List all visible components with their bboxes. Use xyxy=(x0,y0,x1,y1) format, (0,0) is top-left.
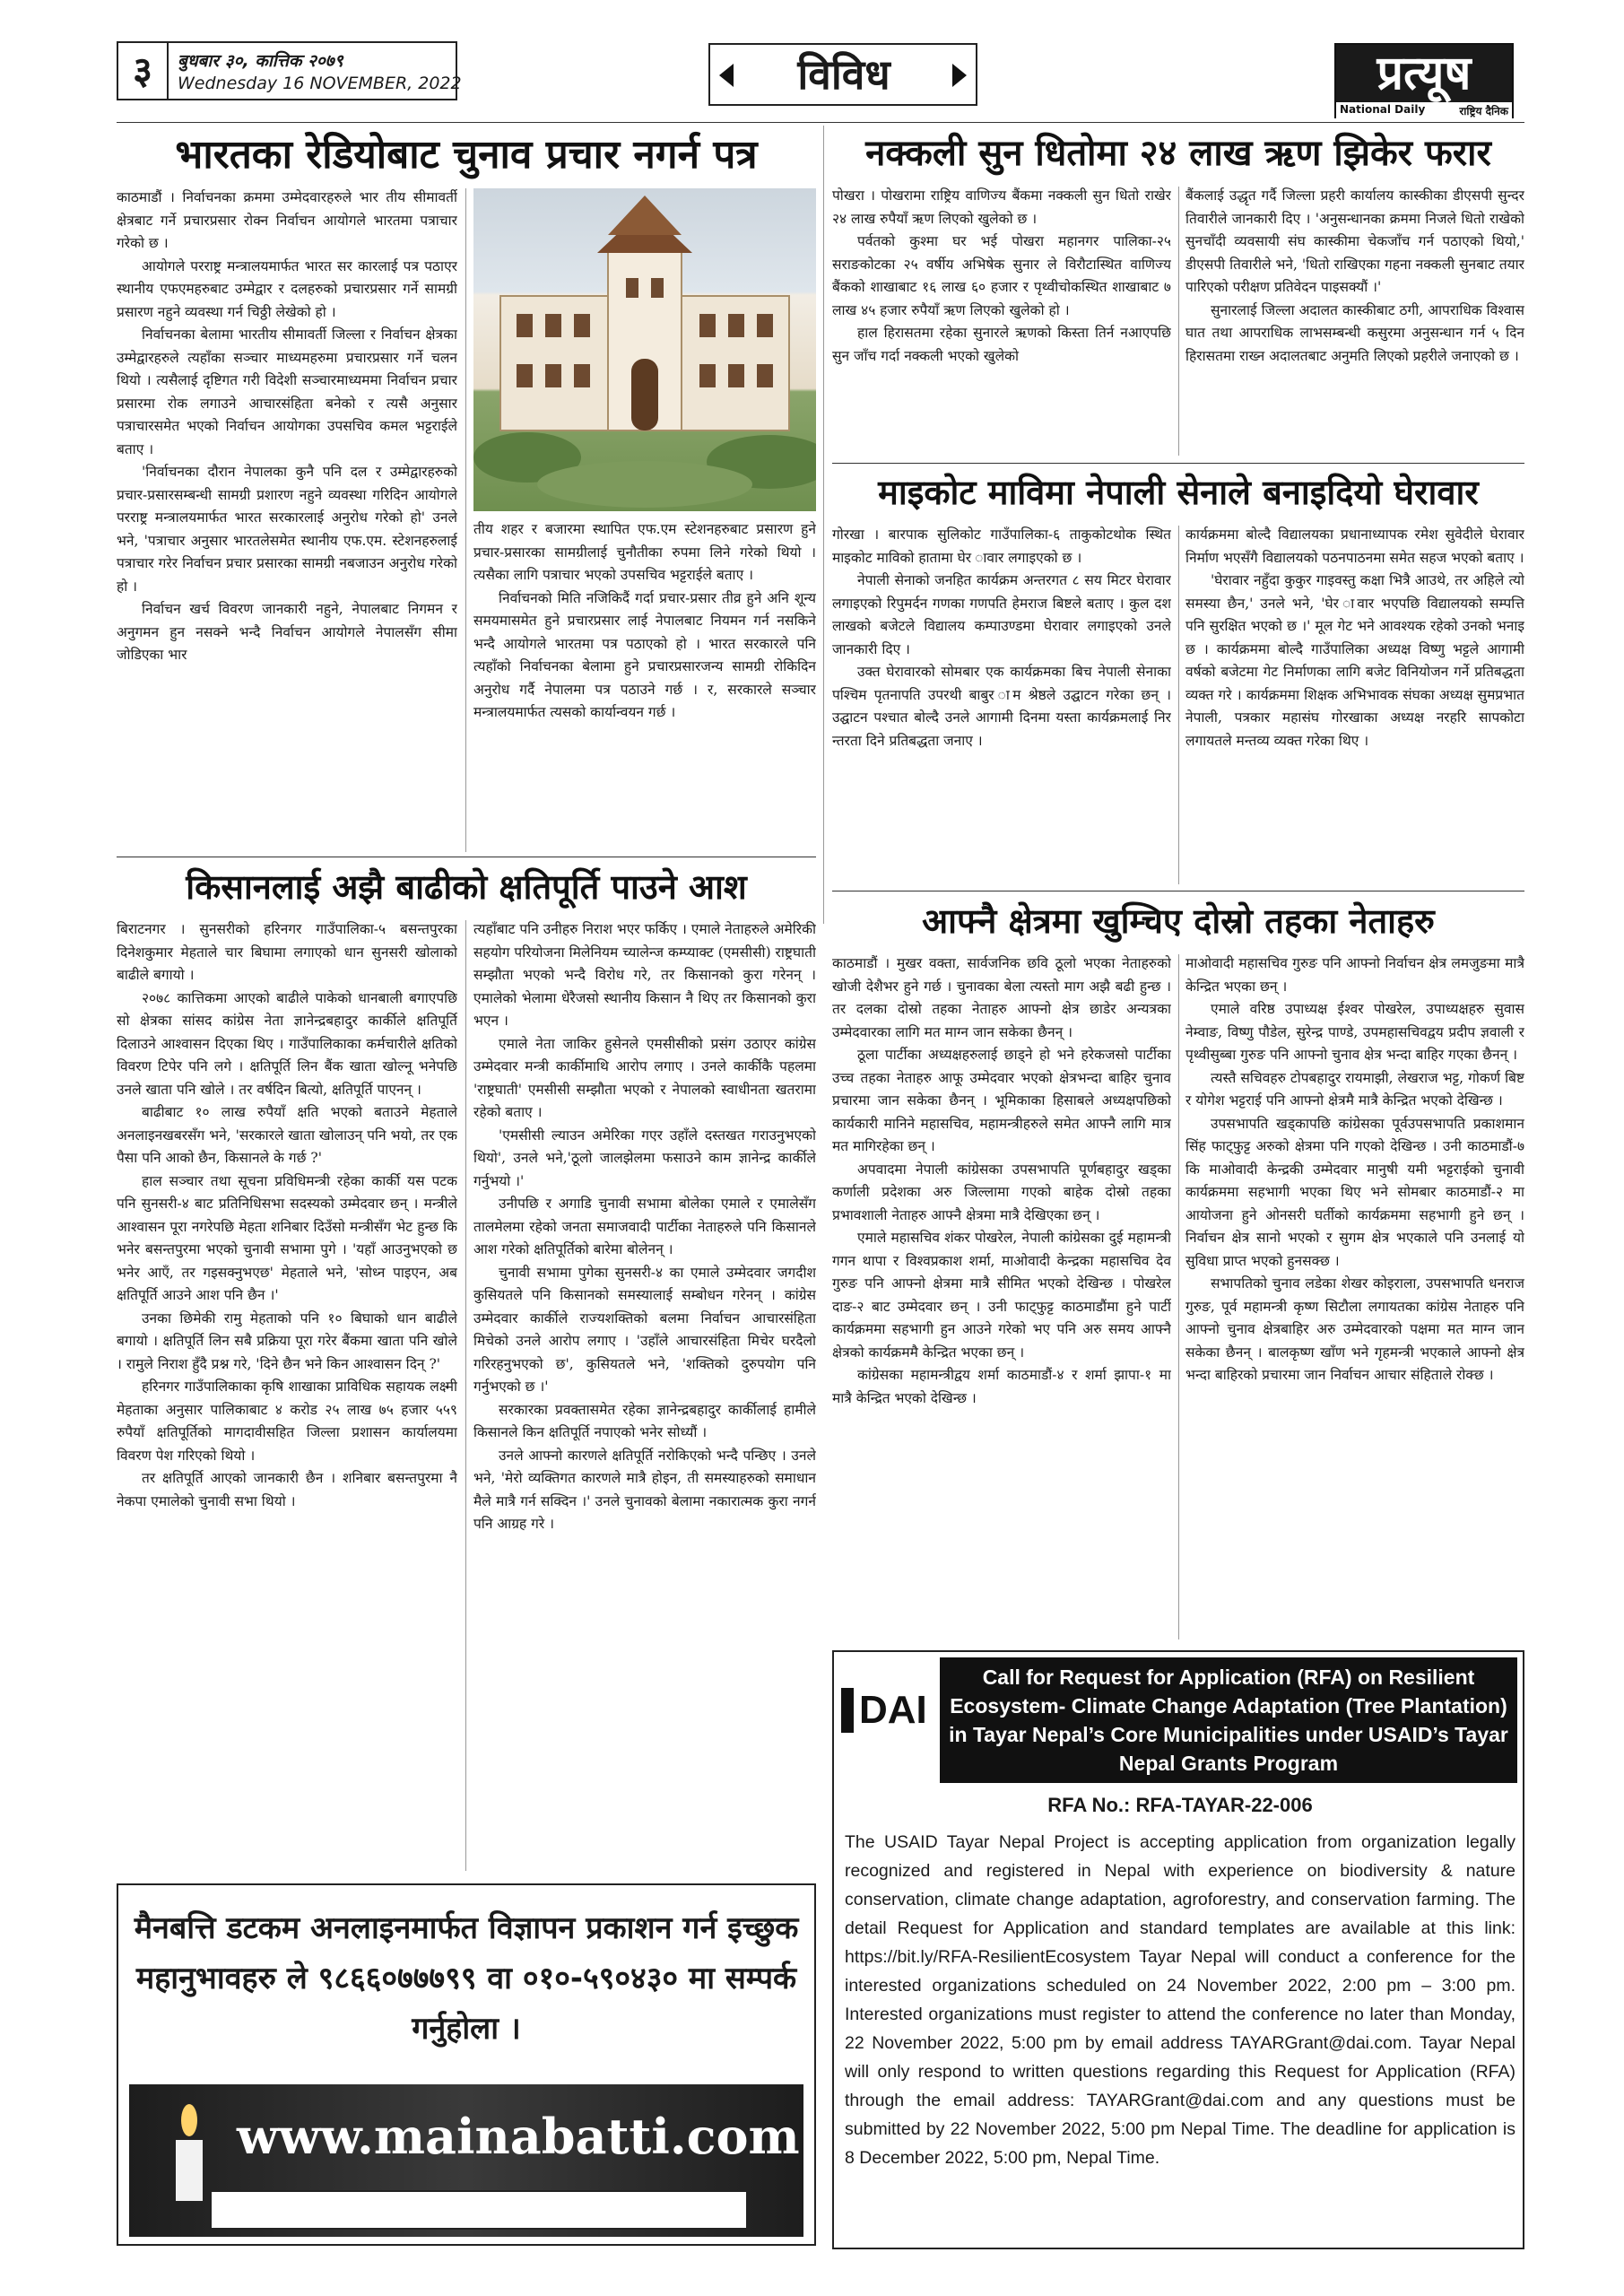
paragraph: 'निर्वाचनका दौरान नेपालका कुनै पनि दल र उम्मेद्वारहरुको प्रचार-प्रसारसम्बन्धी सामग्री प्रशारण नहुने व्यवस्था गरिदिन आयोगले परराष्ट्र मन्त्रालयमार्फत भारत सरकारलाई अनुरोध गरेको हो' उनले भने, 'पत्राचार अनुसार भारतलेसमेत स्थानीय एफ.एम. स्टेशनहरुलाई पत्राचार गरेर निर्वाचन प्रचार प्रसारका सामग्री नबजाउन अनुरोध गरेको हो । xyxy=(117,464,457,595)
paragraph: उनीपछि र अगाडि चुनावी सभामा बोलेका एमाले र एमालेसँग तालमेलमा रहेको जनता समाजवादी पार्टीका नेताहरुले पनि किसानले आश गरेको क्षतिपूर्तिको बारेमा बोलेनन् । xyxy=(473,1196,816,1257)
header-rule xyxy=(117,122,1524,123)
section-banner xyxy=(708,43,977,106)
date-box xyxy=(117,41,462,100)
paragraph: सभापतिको चुनाव लडेका शेखर कोइराला, उपसभापति धनराज गुरुङ, पूर्व महामन्त्री कृष्ण सिटौला लगायतका कांग्रेस नेताहरु पनि आफ्नो चुनाव क्षेत्रबाहिर अरु उम्मेदवारको पक्षमा मत माग्न जान सकेका छैनन् । बालकृष्ण खाँण भने गृहमन्त्री भएकाले आफ्नो क्षेत्र भन्दा बाहिरको प्रचारमा जान निर्वाचन आचार संहिताले रोक्छ । xyxy=(1185,1275,1524,1383)
paragraph: कांग्रेसका महामन्त्रीद्वय शर्मा काठमाडौं-४ र शर्मा झापा-१ मा मात्रै केन्द्रित भएको देखिन्छ । xyxy=(832,1367,1171,1406)
paragraph: आयोगले परराष्ट्र मन्त्रालयमार्फत भारत सर कारलाई पत्र पठाएर स्थानीय एफएमहरुबाट उम्मेद्वार र दलहरुको प्रचारप्रसार गर्ने सामग्री प्रसारण नहुने व्यवस्था गर्न चिठ्ठी लेखेको हो । xyxy=(117,257,457,320)
column-divider xyxy=(465,188,466,852)
paragraph: एमाले महासचिव शंकर पोखरेल, नेपाली कांग्रेसका दुई महामन्त्री गगन थापा र विश्वप्रकाश शर्मा, माओवादी केन्द्रका महासचिव देव गुरुङ पनि आफ्नो क्षेत्रमा मात्रै सीमित भएको देखिन्छ । पोखरेल दाङ-२ बाट उम्मेदवार छन् । उनी फाट्फुट्ट काठमाडौंमा हुने पार्टी कार्यक्रममा सहभागी हुन आउने गरेको भए पनि अरु समय आफ्नै क्षेत्रको कार्यक्रममै केन्द्रित भएका छन् । xyxy=(832,1230,1171,1361)
column-divider xyxy=(465,920,466,1871)
radio-col2 xyxy=(473,518,816,852)
mainabatti-url[interactable]: www.mainabatti.com xyxy=(237,2108,800,2165)
paragraph: बाढीबाट १० लाख रुपैयाँ क्षति भएको बताउने मेहताले अनलाइनखबरसँग भने, 'सरकारले खाता खोलाउन् पनि भयो, तर एक पैसा पनि आको छैन, किसानले के गर्छ ?' xyxy=(117,1104,457,1166)
mainabatti-tagline: सत्य, तथ्य र निष्पक्ष समाचार हाम्रो प्रतिबद्धता xyxy=(210,2190,748,2230)
paragraph: हाल हिरासतमा रहेका सुनारले ऋणको किस्ता तिर्न नआएपछि सुन जाँच गर्दा नक्कली भएको खुलेको xyxy=(832,325,1171,364)
paragraph: कार्यक्रममा बोल्दै विद्यालयका प्रधानाध्यापक रमेश सुवेदीले घेरावार निर्माण भएसँगै विद्यालयको पठनपाठनमा समेत सहज भएको बताए । xyxy=(1185,526,1524,566)
paragraph: त्यहाँबाट पनि उनीहरु निराश भएर फर्किए । एमाले नेताहरुले अमेरिकी सहयोग परियोजना मिलेनियम च्यालेन्ज कम्प्याक्ट (एमसीसी) राष्ट्रघाती सम्झौता भएको भन्दै विरोध गरे, तर किसानको कुरा गरेनन् । एमालेको भेलामा धेरैजसो स्थानीय किसान नै थिए तर किसानको कुरा भएन । xyxy=(473,921,816,1029)
headline-leaders: आफ्नै क्षेत्रमा खुम्चिए दोस्रो तहका नेताहरु xyxy=(922,900,1435,941)
headline-army: माइकोट माविमा नेपाली सेनाले बनाइदियो घेरावार xyxy=(878,472,1479,512)
leaders-col2 xyxy=(1185,952,1524,1643)
logo-tag-right: राष्ट्रिय दैनिक xyxy=(1459,105,1508,117)
paragraph: निर्वाचन खर्च विवरण जानकारी नहुने, नेपालबाट निगमन र अनुगमन हुन नसक्ने भन्दै निर्वाचन आयोगले नेपालसँग सीमा जोडिएका भार xyxy=(117,601,457,663)
logo-tag-left: National Daily xyxy=(1340,103,1426,116)
headline-radio: भारतका रेडियोबाट चुनाव प्रचार नगर्न पत्र xyxy=(175,132,758,178)
paragraph: पर्वतको कुश्मा घर भई पोखरा महानगर पालिका-२५ सराङकोटका २५ वर्षीय अभिषेक सुनार ले विरौटास्थित वाणिज्य बैंकको शाखाबाट १६ लाख ६० हजार र पृथ्वीचोकस्थित शाखाबाट ७ लाख ४५ हजार रुपैयाँ ऋण लिएको खुलेको हो । xyxy=(832,233,1171,318)
paragraph: बिराटनगर । सुनसरीको हरिनगर गाउँपालिका-५ बसन्तपुरका दिनेशकुमार मेहताले चार बिघामा लगाएको धान सुनसरी खोलाको बाढीले बगायो । xyxy=(117,921,457,983)
logo-tags xyxy=(1336,102,1512,119)
gold-col2 xyxy=(1185,185,1524,459)
paragraph: चुनावी सभामा पुगेका सुनसरी-४ का एमाले उम्मेदवार जगदीश कुसियतले पनि किसानको समस्यालाई सम्बोधन गरेनन् । कांग्रेस उम्मेदवार कार्कीले राज्यशक्तिको बलमा निर्वाचन आचारसंहिता मिचेको उनले आरोप लगाए । 'उहाँले आचारसंहिता मिचेर घरदैलो गरिरहनुभएको छ', कुसियतले भने, 'शक्तिको दुरुपयोग पनि गर्नुभएको छ ।' xyxy=(473,1264,816,1395)
page-number: ३ xyxy=(118,43,169,99)
paragraph: काठमाडौं । मुखर वक्ता, सार्वजनिक छवि ठूलो भएका नेताहरुको खोजी देशैभर हुने गर्छ । चुनावका बेला त्यस्तो माग अझै बढी हुन्छ । तर दलका दोस्रो तहका नेताहरु आफ्नो क्षेत्र छाडेर अन्यत्रका उम्मेदवारका लागि मत माग्न जान सकेका छैनन् । xyxy=(832,955,1171,1040)
newspaper-logo xyxy=(1334,43,1514,118)
column-divider xyxy=(1178,954,1179,1639)
headline-gold: नक्कली सुन धितोमा २४ लाख ऋण झिकेर फरार xyxy=(865,132,1491,174)
gold-col1 xyxy=(832,185,1171,459)
paragraph: ठूला पार्टीका अध्यक्षहरुलाई छाड्ने हो भने हरेकजसो पार्टीका उच्च तहका नेताहरु आफू उम्मेदवार भएको क्षेत्रभन्दा बाहिर चुनाव प्रचारमा जान सकेका छैनन् । भूमिकाका हिसाबले अध्यक्षपछिको कार्यकारी मानिने महासचिव, महामन्त्रीहरुले समेत आफ्नै लागि मात्र मत मागिरहेका छन् । xyxy=(832,1047,1171,1154)
paragraph: तर क्षतिपूर्ति आएको जानकारी छैन । शनिबार बसन्तपुरमा नै नेकपा एमालेको चुनावी सभा थियो । xyxy=(117,1470,457,1509)
dai-logo: DAI xyxy=(841,1688,940,1733)
paragraph: त्यस्तै सचिवहरु टोपबहादुर रायमाझी, लेखराज भट्ट, गोकर्ण बिष्ट र योगेश भट्टराई पनि आफ्नो क्षेत्रमै मात्रै केन्द्रित भएको देखिन्छ । xyxy=(1185,1069,1524,1109)
paragraph: सरकारका प्रवक्तासमेत रहेका ज्ञानेन्द्रबहादुर कार्कीलाई हामीले किसानले किन क्षतिपूर्ति नपाएको भनेर सोध्यौं । xyxy=(473,1401,816,1440)
paragraph: २०७८ कात्तिकमा आएको बाढीले पाकेको धानबाली बगाएपछि सो क्षेत्रका सांसद कांग्रेस नेता ज्ञानेन्द्रबहादुर कार्कीले क्षतिपूर्ति दिलाउने आश्वासन दिएका थिए । गाउँपालिकाका कर्मचारीले क्षतिको विवरण टिपेर पनि लगे । क्षतिपूर्ति लिन बैंक खाता खोल्नू भनेपछि उनले खाता पनि खोले । तर वर्षदिन बित्यो, क्षतिपूर्ति पाएनन् । xyxy=(117,989,457,1098)
paragraph: नेपाली सेनाको जनहित कार्यक्रम अन्तरगत ८ सय मिटर घेरावार लगाइएको रिपुमर्दन गणका गणपति हेमराज बिष्टले बताए । कुल दश लाखको बजेटले विद्यालय कम्पाउण्डमा घेरावार लगाइएको उनले जानकारी दिए । xyxy=(832,572,1171,657)
date-nepali: बुधबार ३०, कात्तिक २०७९ xyxy=(178,51,343,71)
paragraph: अपवादमा नेपाली कांग्रेसका उपसभापति पूर्णबहादुर खड्का कर्णाली प्रदेशका अरु जिल्लामा गएको बाहेक दोस्रो तहका प्रभावशाली नेताहरु आफ्नै क्षेत्रमा मात्रै देखिएका छन् । xyxy=(832,1161,1171,1223)
radio-col1 xyxy=(117,187,457,852)
paragraph: माओवादी महासचिव गुरुङ पनि आफ्नो निर्वाचन क्षेत्र लमजुङमा मात्रै केन्द्रित भएका छन् । xyxy=(1185,955,1524,995)
paragraph: उक्त घेरावारको सोमबार एक कार्यक्रमका बिच नेपाली सेनाका पश्चिम पृतनापति उपरथी बाबुर ाम श्रेष्ठले उद्घाटन गरेका छन् । उद्घाटन पश्चात बोल्दै उनले आगामी दिनमा यस्ता कार्यक्रमलाई निर न्तरता दिने प्रतिबद्धता जनाए । xyxy=(832,664,1171,749)
paragraph: काठमाडौं । निर्वाचनका क्रममा उम्मेदवारहरुले भार तीय सीमावर्ती क्षेत्रबाट गर्ने प्रचारप्रसार रोक्न निर्वाचन आयोगले भारतमा पत्राचार गरेको छ । xyxy=(117,189,457,251)
arrow-right-icon xyxy=(952,64,967,87)
date-english: Wednesday 16 NOVEMBER, 2022 xyxy=(178,74,462,93)
paragraph: बैंकलाई उद्धृत गर्दै जिल्ला प्रहरी कार्यालय कास्कीका डीएसपी सुन्दर तिवारीले जानकारी दिए । 'अनुसन्धानका क्रममा निजले धितो राखेको सुनचाँदी व्यवसायी संघ कास्कीमा चेकजाँच गर्न पठाएको थियो,' डीएसपी तिवारीले भने, 'धितो राखिएका गहना नक्कली सुनबाट तयार पारिएको परीक्षण प्रतिवेदन पाइसक्यौं ।' xyxy=(1185,187,1524,295)
headline-farmer: किसानलाई अझै बाढीको क्षतिपूर्ति पाउने आश xyxy=(186,866,747,907)
election-commission-photo xyxy=(473,188,816,511)
paragraph: उनले आफ्नो कारणले क्षतिपूर्ति नरोकिएको भन्दै पन्छिए । उनले भने, 'मेरो व्यक्तिगत कारणले मात्रै होइन, ती समस्याहरुको समाधान मैले मात्रै गर्न सक्दिन ।' उनले चुनावको बेलामा नकारात्मक कुरा नगर्न पनि आग्रह गरे । xyxy=(473,1447,816,1532)
paragraph: गोरखा । बारपाक सुलिकोट गाउँपालिका-६ ताकुकोटथोक स्थित माइकोट माविको हातामा घेर ावार लगाइएको छ । xyxy=(832,526,1171,566)
rfa-ad xyxy=(832,1650,1524,2249)
paragraph: 'एमसीसी ल्याउन अमेरिका गएर उहाँले दस्तखत गराउनुभएको थियो', उनले भने,'ठूलो जालझेलमा फसाउने काम ज्ञानेन्द्र कार्कीले गर्नुभयो ।' xyxy=(473,1126,816,1189)
mainabatti-ad xyxy=(117,1883,816,2246)
leaders-col1 xyxy=(832,952,1171,1643)
paragraph: निर्वाचनको मिति नजिकिदैं गर्दा प्रचार-प्रसार तीव्र हुने अनि शून्य समयमासमेत हुने प्रचारप्रसार लाई नेपालबाट नियमन गर्न नसकिने भन्दै आयोगले भारतमा पत्र पठाएको हो । भारत सरकारले पनि त्यहाँको निर्वाचनका बेलामा हुने प्रचारप्रसारजन्य सामग्री रोकिदिन अनुरोध गर्दै नेपालमा पत्र पठाउने गर्छ । र, सरकारले सञ्चार मन्त्रालयमार्फत त्यसको कार्यान्वयन गर्छ । xyxy=(473,589,816,720)
paragraph: सुनारलाई जिल्ला अदालत कास्कीबाट ठगी, आपराधिक विश्वास घात तथा आपराधिक लाभसम्बन्धी कसुरमा अनुसन्धान गर्न ५ दिन हिरासतमा राख्न अदालतबाट अनुमति लिएको प्रहरीले जनाएको छ । xyxy=(1185,301,1524,364)
army-col2 xyxy=(1185,524,1524,888)
page-divider xyxy=(823,126,824,924)
paragraph: एमाले वरिष्ठ उपाध्यक्ष ईश्वर पोखरेल, उपाध्यक्षहरु सुवास नेम्वाङ, विष्णु पौडेल, सुरेन्द्र पाण्डे, उपमहासचिवद्वय प्रदीप ज्ञवाली र पृथ्वीसुब्बा गुरुङ पनि आफ्नो चुनाव क्षेत्र भन्दा बाहिर गएका छैनन् । xyxy=(1185,1001,1524,1063)
paragraph: उपसभापति खड्कापछि कांग्रेसका पूर्वउपसभापति प्रकाशमान सिंह फाट्फुट्ट अरुको क्षेत्रमा पनि गएको देखिन्छ । उनी काठमाडौं-७ कि माओवादी केन्द्रकी उम्मेदवार मानुषी यमी भट्टराईको चुनावी कार्यक्रममा सहभागी भएका थिए भने सोमबार काठमाडौं-२ मा आयोजना हुने ओनसरी घर्तीको कार्यक्रममा सहभागी हुने छन् । निर्वाचन क्षेत्र सानो भएको र सुगम क्षेत्र भएकाले पनि उनलाई यो सुविधा प्राप्त भएको हुनसक्छ । xyxy=(1185,1115,1524,1269)
paragraph: उनका छिमेकी रामु मेहताको पनि १० बिघाको धान बाढीले बगायो । क्षतिपूर्ति लिन सबै प्रक्रिया पूरा गरेर बैंकमा खाता पनि खोले । रामुले निराश हुँदै प्रश्न गरे, 'दिने छैन भने किन आश्वासन दिन् ?' xyxy=(117,1309,457,1372)
article-rule xyxy=(832,463,1524,464)
farmer-col2 xyxy=(473,918,816,1874)
rfa-number: RFA No.: RFA-TAYAR-22-006 xyxy=(1047,1794,1313,1816)
rfa-title: Call for Request for Application (RFA) on Resilient Ecosystem- Climate Change Adaptation (Tree Plantation) in Tayar Nepal’s Core Municipalities under USAID’s Tayar Nepal Grants Program xyxy=(940,1657,1517,1783)
column-divider xyxy=(1178,526,1179,884)
paragraph: निर्वाचनका बेलामा भारतीय सीमावर्ती जिल्ला र निर्वाचन क्षेत्रका उम्मेद्वारहरुले त्यहाँका सञ्चार माध्यमहरुमा प्रचारप्रसार गर्ने चलन थियो । त्यसैलाई दृष्टिगत गरी विदेशी सञ्चारमाध्यममा निर्वाचन प्रचार प्रसारमा रोक लगाउने आचारसंहिता बनेको र त्यसै अनुसार पत्राचारसमेत भएको निर्वाचन आयोगका उपसचिव कमल भट्टराईले बताए । xyxy=(117,326,457,457)
paragraph: एमाले नेता जाकिर हुसेनले एमसीसीको प्रसंग उठाएर कांग्रेस उम्मेदवार मन्त्री कार्कीमाथि आरोप लगाए । उनले कार्कीकै पहलमा 'राष्ट्रघाती' एमसीसी सम्झौता भएको र नेपालको स्वाधीनता खतरामा रहेको बताए । xyxy=(473,1035,816,1120)
paragraph: 'घेरावार नहुँदा कुकुर गाइवस्तु कक्षा भित्रै आउथे, तर अहिले त्यो समस्या छैन,' उनले भने, 'घेर ावार भएपछि विद्यालयको सम्पत्ति पनि सुरक्षित भएको छ ।' मूल गेट भने आवश्यक रहेको उनको भनाइ छ । कार्यक्रममा बोल्दै गाउँपालिका अध्यक्ष विष्णु भट्टले आगामी वर्षको बजेटमा गेट निर्माणका लागि बजेट विनियोजन गर्ने प्रतिबद्धता व्यक्त गरे । कार्यक्रममा शिक्षक अभिभावक संघका अध्यक्ष सुमप्रभात नेपाली, पत्रकार महासंघ गोरखाका अध्यक्ष नरहरि सापकोटा लगायतले मन्तव्य व्यक्त गरेका थिए । xyxy=(1185,572,1524,749)
paragraph: पोखरा । पोखरामा राष्ट्रिय वाणिज्य बैंकमा नक्कली सुन धितो राखेर २४ लाख रुपैयाँ ऋण लिएको खुलेको छ । xyxy=(832,187,1171,227)
rfa-body: The USAID Tayar Nepal Project is accepting application from organization legally recognized and registered in Nepal with experience on biodiversity & nature conservation, climate change adaptation, agroforestry, and conservation farming. The detail Request for Application and standard templates are available at this link: https://bit.ly/RFA-ResilientEcosystem Tayar Nepal will conduct a conference for the interested organizations scheduled on 24 November 2022, 2:00 pm – 3:00 pm. Interested organizations must register to attend the conference no later than Monday, 22 November 2022, 5:00 pm by email address TAYARGrant@dai.com. Tayar Nepal will only respond to written questions regarding this Request for Application (RFA) through the email address: TAYARGrant@dai.com and any questions must be submitted by 22 November 2022, 5:00 pm Nepal Time. The deadline for application is 8 December 2022, 5:00 pm, Nepal Time. xyxy=(845,1832,1515,2168)
section-title: विविध xyxy=(797,50,890,99)
building-illustration xyxy=(473,188,816,511)
paragraph: हरिनगर गाउँपालिकाका कृषि शाखाका प्राविधिक सहायक लक्ष्मी मेहताका अनुसार पालिकाबाट ४ करोड २५ लाख ७५ हजार ५५९ रुपैयाँ क्षतिपूर्तिको मागदावीसहित जिल्ला प्रशासन कार्यालयमा विवरण पेश गरिएको थियो । xyxy=(117,1378,457,1464)
army-col1 xyxy=(832,524,1171,888)
farmer-col1 xyxy=(117,918,457,1874)
column-divider xyxy=(1178,187,1179,456)
logo-name: प्रत्यूष xyxy=(1376,46,1472,100)
paragraph: तीय शहर र बजारमा स्थापित एफ.एम स्टेशनहरुबाट प्रसारण हुने प्रचार-प्रसारका सामग्रीलाई चुनौतीका रुपमा लिने गरेको थियो । त्यसैका लागि पत्राचार भएको उपसचिव भट्टराईले बताए । xyxy=(473,521,816,583)
mainabatti-ad-text: मैनबत्ति डटकम अनलाइनमार्फत विज्ञापन प्रकाशन गर्न इच्छुक महानुभावहरु ले ९८६६०७७७९९ वा ०१०-५९०४३० मा सम्पर्क गर्नुहोला । xyxy=(134,1910,799,2047)
mainabatti-banner xyxy=(129,2084,803,2237)
paragraph: हाल सञ्चार तथा सूचना प्रविधिमन्त्री रहेका कार्की यस पटक पनि सुनसरी-४ बाट प्रतिनिधिसभा सदस्यको उम्मेदवार छन् । मन्त्रीले आश्वासन पूरा नगरेपछि मेहता शनिबार दिउँसो मन्त्रीसँग भेट हुन्छ कि भनेर बसन्तपुरमा भएको चुनावी सभामा पुगे । 'यहाँ आउनुभएको छ भनेर आएँ, तर गइसक्नुभएछ' मेहताले भने, 'सोध्न पाइएन, अब क्षतिपूर्ति आउने आश पनि छैन ।' xyxy=(117,1172,457,1303)
arrow-left-icon xyxy=(719,64,734,87)
